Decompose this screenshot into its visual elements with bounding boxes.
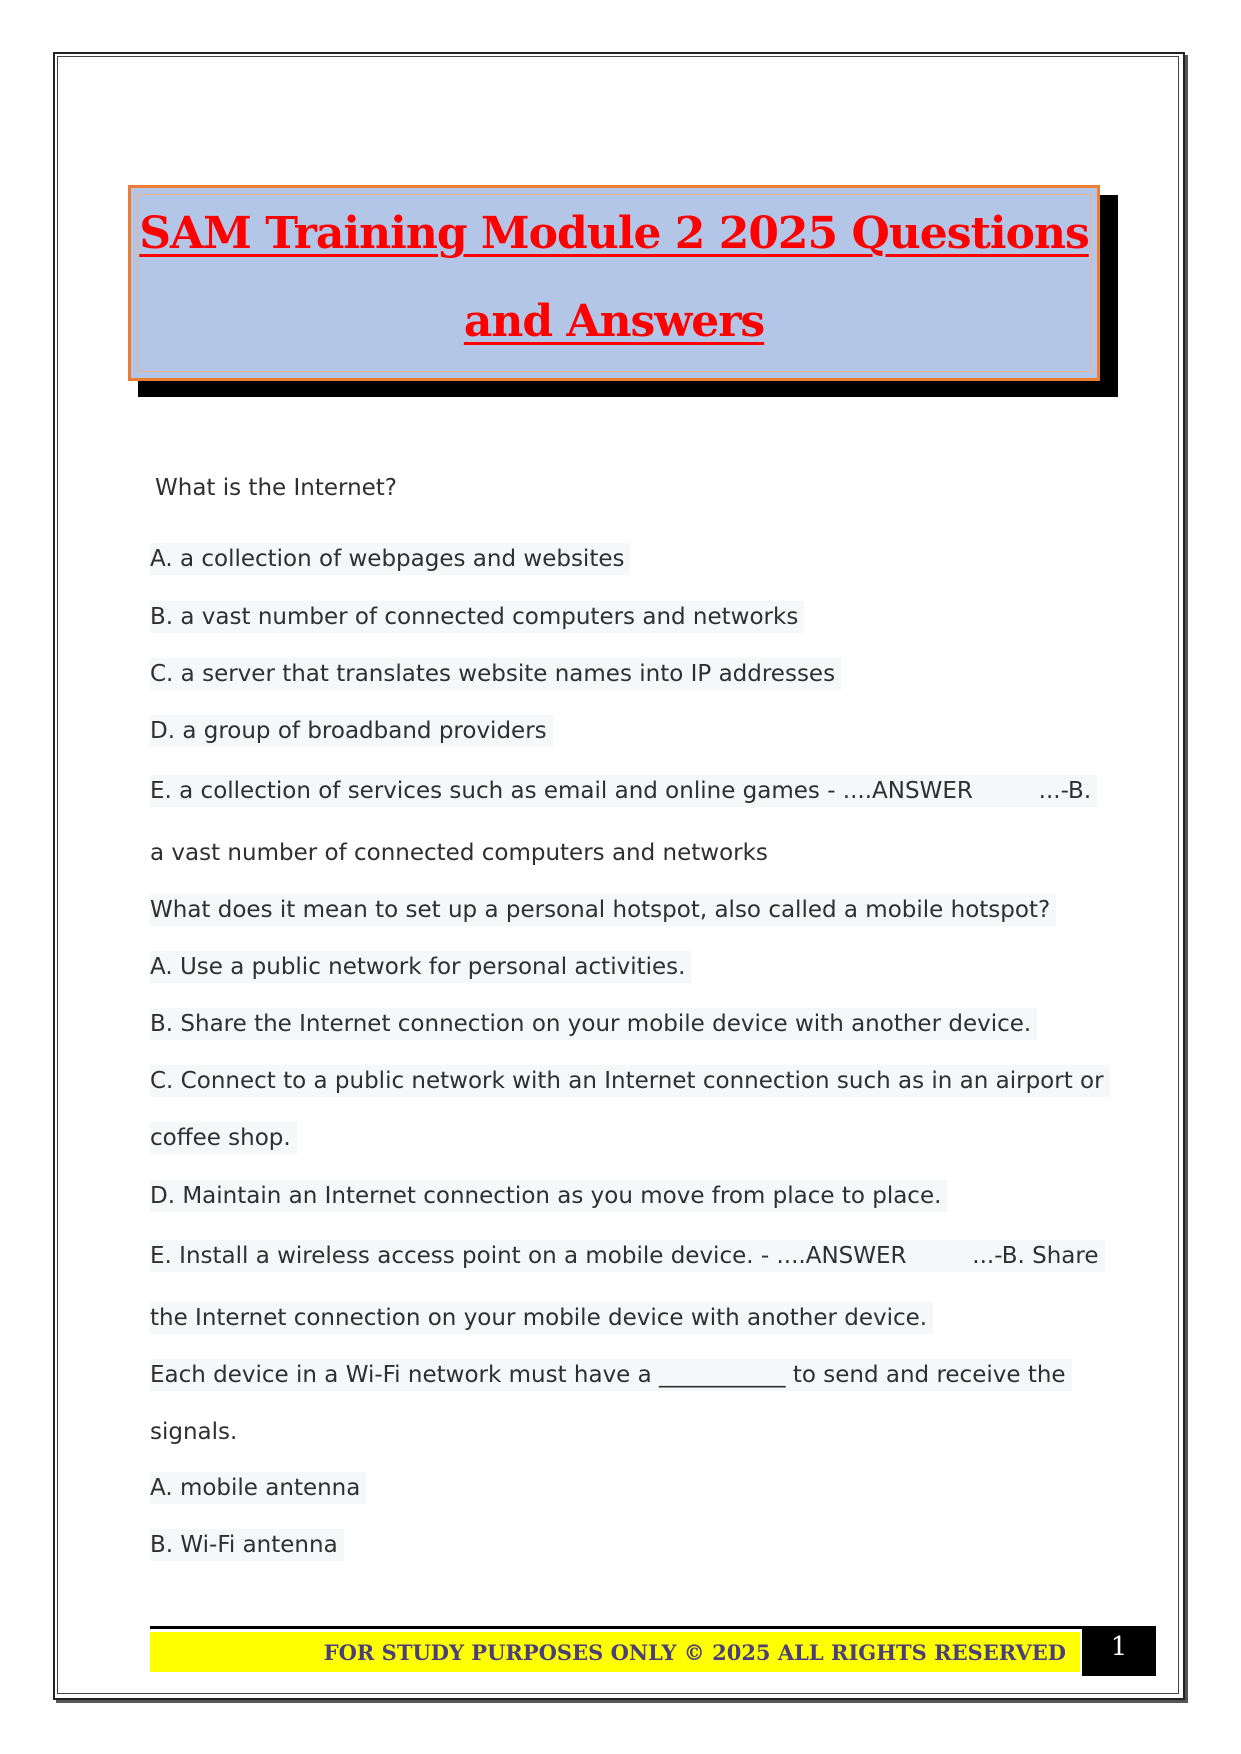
- question-2-option-a: A. Use a public network for personal activities.: [150, 951, 691, 983]
- question-3-option-b: B. Wi-Fi antenna: [150, 1529, 344, 1561]
- page-number: 1: [1110, 1632, 1128, 1662]
- title-box: [128, 185, 1100, 381]
- question-2-option-c: C. Connect to a public network with an Internet connection such as in an airport or: [150, 1065, 1110, 1097]
- question-1: What is the Internet?: [155, 475, 398, 501]
- question-3-option-a: A. mobile antenna: [150, 1472, 366, 1504]
- question-1-option-a: A. a collection of webpages and websites: [150, 543, 630, 575]
- page-number-box: [1082, 1626, 1156, 1676]
- question-3-continued: signals.: [150, 1419, 238, 1445]
- question-2-option-c-continued: coffee shop.: [150, 1122, 297, 1154]
- footer-copyright: FOR STUDY PURPOSES ONLY © 2025 ALL RIGHTS RESERVED: [323, 1640, 1066, 1665]
- question-3: Each device in a Wi-Fi network must have a ___________ to send and receive the: [150, 1359, 1072, 1391]
- footer-bar: [150, 1632, 1080, 1672]
- question-2-option-e-answer: E. Install a wireless access point on a mobile device. - ....ANSWER ...-B. Share: [150, 1240, 1105, 1272]
- question-2-answer-continued: the Internet connection on your mobile device with another device.: [150, 1302, 933, 1334]
- document-title-line-2: and Answers: [463, 296, 765, 347]
- document-title-line-1: SAM Training Module 2 2025 Questions: [139, 208, 1089, 259]
- question-1-option-e-answer: E. a collection of services such as email and online games - ....ANSWER ...-B.: [150, 775, 1097, 807]
- question-1-option-d: D. a group of broadband providers: [150, 715, 553, 747]
- question-2: What does it mean to set up a personal hotspot, also called a mobile hotspot?: [150, 894, 1056, 926]
- question-1-option-c: C. a server that translates website names into IP addresses: [150, 658, 841, 690]
- question-2-option-d: D. Maintain an Internet connection as you move from place to place.: [150, 1180, 947, 1212]
- question-1-option-b: B. a vast number of connected computers and networks: [150, 601, 804, 633]
- question-1-answer-continued: a vast number of connected computers and networks: [150, 840, 768, 866]
- question-2-option-b: B. Share the Internet connection on your mobile device with another device.: [150, 1008, 1037, 1040]
- footer-rule: [150, 1626, 1082, 1629]
